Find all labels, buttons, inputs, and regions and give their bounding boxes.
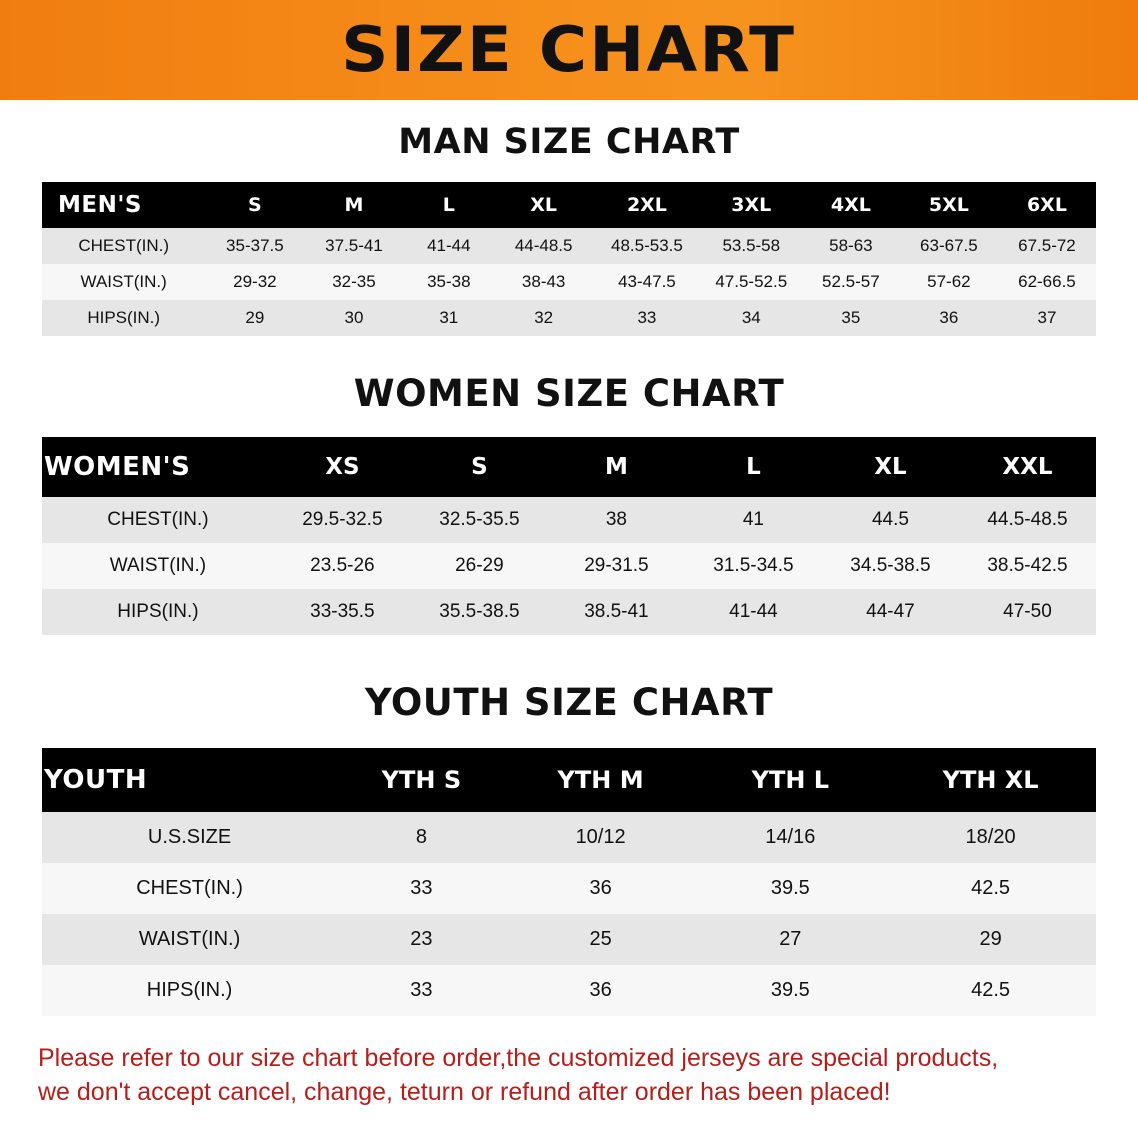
- table-row: [42, 543, 1096, 589]
- table-cell: 23.5-26: [274, 543, 411, 589]
- table-row: [42, 264, 1096, 300]
- women-header-cell: M: [548, 437, 685, 497]
- table-cell: 53.5-58: [701, 228, 802, 264]
- man-header-cell: S: [205, 182, 304, 228]
- table-cell: 44.5-48.5: [959, 497, 1096, 543]
- table-cell: 58-63: [802, 228, 900, 264]
- youth-header-cell: YTH L: [695, 748, 885, 812]
- youth-table-body: [42, 812, 1096, 1016]
- table-cell: 36: [506, 965, 696, 1016]
- table-cell: 29-31.5: [548, 543, 685, 589]
- youth-table-header: [42, 748, 1096, 812]
- table-cell: 30: [304, 300, 403, 336]
- row-label: HIPS(IN.): [42, 300, 205, 336]
- table-cell: 38: [548, 497, 685, 543]
- table-cell: 41-44: [403, 228, 494, 264]
- youth-size-table: [42, 748, 1096, 1016]
- table-cell: 44-48.5: [494, 228, 593, 264]
- table-cell: 29-32: [205, 264, 304, 300]
- table-cell: 39.5: [695, 863, 885, 914]
- table-header-row: [42, 748, 1096, 812]
- table-cell: 47-50: [959, 589, 1096, 635]
- table-cell: 48.5-53.5: [593, 228, 701, 264]
- table-cell: 36: [900, 300, 998, 336]
- table-cell: 42.5: [885, 863, 1096, 914]
- man-header-cell: L: [403, 182, 494, 228]
- table-row: [42, 914, 1096, 965]
- women-header-cell: L: [685, 437, 822, 497]
- table-cell: 62-66.5: [998, 264, 1096, 300]
- man-table-body: [42, 228, 1096, 336]
- women-section-title: WOMEN SIZE CHART: [353, 372, 785, 415]
- table-cell: 32-35: [304, 264, 403, 300]
- row-label: U.S.SIZE: [42, 812, 337, 863]
- table-cell: 32.5-35.5: [411, 497, 548, 543]
- man-header-cell: 2XL: [593, 182, 701, 228]
- youth-header-cell: YTH S: [337, 748, 506, 812]
- table-cell: 23: [337, 914, 506, 965]
- table-cell: 34: [701, 300, 802, 336]
- women-size-table: [42, 437, 1096, 635]
- man-header-cell: M: [304, 182, 403, 228]
- table-cell: 44-47: [822, 589, 959, 635]
- women-header-cell: XXL: [959, 437, 1096, 497]
- row-label: CHEST(IN.): [42, 497, 274, 543]
- women-table-header: [42, 437, 1096, 497]
- man-header-cell: 5XL: [900, 182, 998, 228]
- table-cell: 34.5-38.5: [822, 543, 959, 589]
- table-cell: 33: [593, 300, 701, 336]
- youth-header-cell: YTH XL: [885, 748, 1096, 812]
- page-banner: [0, 0, 1138, 100]
- row-label: CHEST(IN.): [42, 228, 205, 264]
- table-cell: 29: [205, 300, 304, 336]
- table-row: [42, 228, 1096, 264]
- table-row: [42, 965, 1096, 1016]
- man-header-cell: MEN'S: [42, 182, 205, 228]
- man-table-header: [42, 182, 1096, 228]
- table-cell: 33: [337, 965, 506, 1016]
- table-cell: 35.5-38.5: [411, 589, 548, 635]
- table-cell: 27: [695, 914, 885, 965]
- women-header-cell: XL: [822, 437, 959, 497]
- row-label: WAIST(IN.): [42, 264, 205, 300]
- table-row: [42, 497, 1096, 543]
- table-cell: 25: [506, 914, 696, 965]
- table-cell: 18/20: [885, 812, 1096, 863]
- man-header-cell: 4XL: [802, 182, 900, 228]
- table-cell: 14/16: [695, 812, 885, 863]
- man-size-table: [42, 182, 1096, 336]
- table-cell: 37: [998, 300, 1096, 336]
- disclaimer-line-2: we don't accept cancel, change, teturn or refund after order has been placed!: [38, 1077, 891, 1106]
- women-table-body: [42, 497, 1096, 635]
- women-header-cell: S: [411, 437, 548, 497]
- table-cell: 41-44: [685, 589, 822, 635]
- women-table-wrap: [42, 437, 1096, 635]
- table-cell: 36: [506, 863, 696, 914]
- disclaimer-line-1: Please refer to our size chart before order,the customized jerseys are special products,: [38, 1044, 999, 1072]
- table-header-row: [42, 437, 1096, 497]
- table-row: [42, 589, 1096, 635]
- table-cell: 42.5: [885, 965, 1096, 1016]
- table-cell: 47.5-52.5: [701, 264, 802, 300]
- table-cell: 37.5-41: [304, 228, 403, 264]
- table-cell: 33: [337, 863, 506, 914]
- disclaimer-note: [38, 1042, 1100, 1110]
- table-cell: 57-62: [900, 264, 998, 300]
- women-header-cell: XS: [274, 437, 411, 497]
- table-cell: 43-47.5: [593, 264, 701, 300]
- table-cell: 31.5-34.5: [685, 543, 822, 589]
- table-row: [42, 863, 1096, 914]
- table-cell: 32: [494, 300, 593, 336]
- youth-header-cell: YTH M: [506, 748, 696, 812]
- table-cell: 29: [885, 914, 1096, 965]
- youth-header-cell: YOUTH: [42, 748, 337, 812]
- table-row: [42, 812, 1096, 863]
- table-cell: 33-35.5: [274, 589, 411, 635]
- table-cell: 10/12: [506, 812, 696, 863]
- table-cell: 26-29: [411, 543, 548, 589]
- table-cell: 52.5-57: [802, 264, 900, 300]
- youth-section-title: YOUTH SIZE CHART: [364, 681, 774, 724]
- table-cell: 63-67.5: [900, 228, 998, 264]
- table-cell: 41: [685, 497, 822, 543]
- row-label: CHEST(IN.): [42, 863, 337, 914]
- table-cell: 67.5-72: [998, 228, 1096, 264]
- table-cell: 44.5: [822, 497, 959, 543]
- table-cell: 39.5: [695, 965, 885, 1016]
- table-cell: 38.5-42.5: [959, 543, 1096, 589]
- table-row: [42, 300, 1096, 336]
- row-label: WAIST(IN.): [42, 543, 274, 589]
- table-cell: 38-43: [494, 264, 593, 300]
- man-header-cell: 3XL: [701, 182, 802, 228]
- table-cell: 31: [403, 300, 494, 336]
- page-title: SIZE CHART: [341, 13, 797, 86]
- row-label: WAIST(IN.): [42, 914, 337, 965]
- women-header-cell: WOMEN'S: [42, 437, 274, 497]
- table-cell: 35-38: [403, 264, 494, 300]
- table-cell: 38.5-41: [548, 589, 685, 635]
- table-cell: 35-37.5: [205, 228, 304, 264]
- table-cell: 8: [337, 812, 506, 863]
- row-label: HIPS(IN.): [42, 589, 274, 635]
- youth-table-wrap: [42, 748, 1096, 1016]
- table-header-row: [42, 182, 1096, 228]
- table-cell: 35: [802, 300, 900, 336]
- man-header-cell: 6XL: [998, 182, 1096, 228]
- man-section-title: MAN SIZE CHART: [398, 122, 740, 162]
- man-header-cell: XL: [494, 182, 593, 228]
- row-label: HIPS(IN.): [42, 965, 337, 1016]
- man-table-wrap: [42, 182, 1096, 336]
- table-cell: 29.5-32.5: [274, 497, 411, 543]
